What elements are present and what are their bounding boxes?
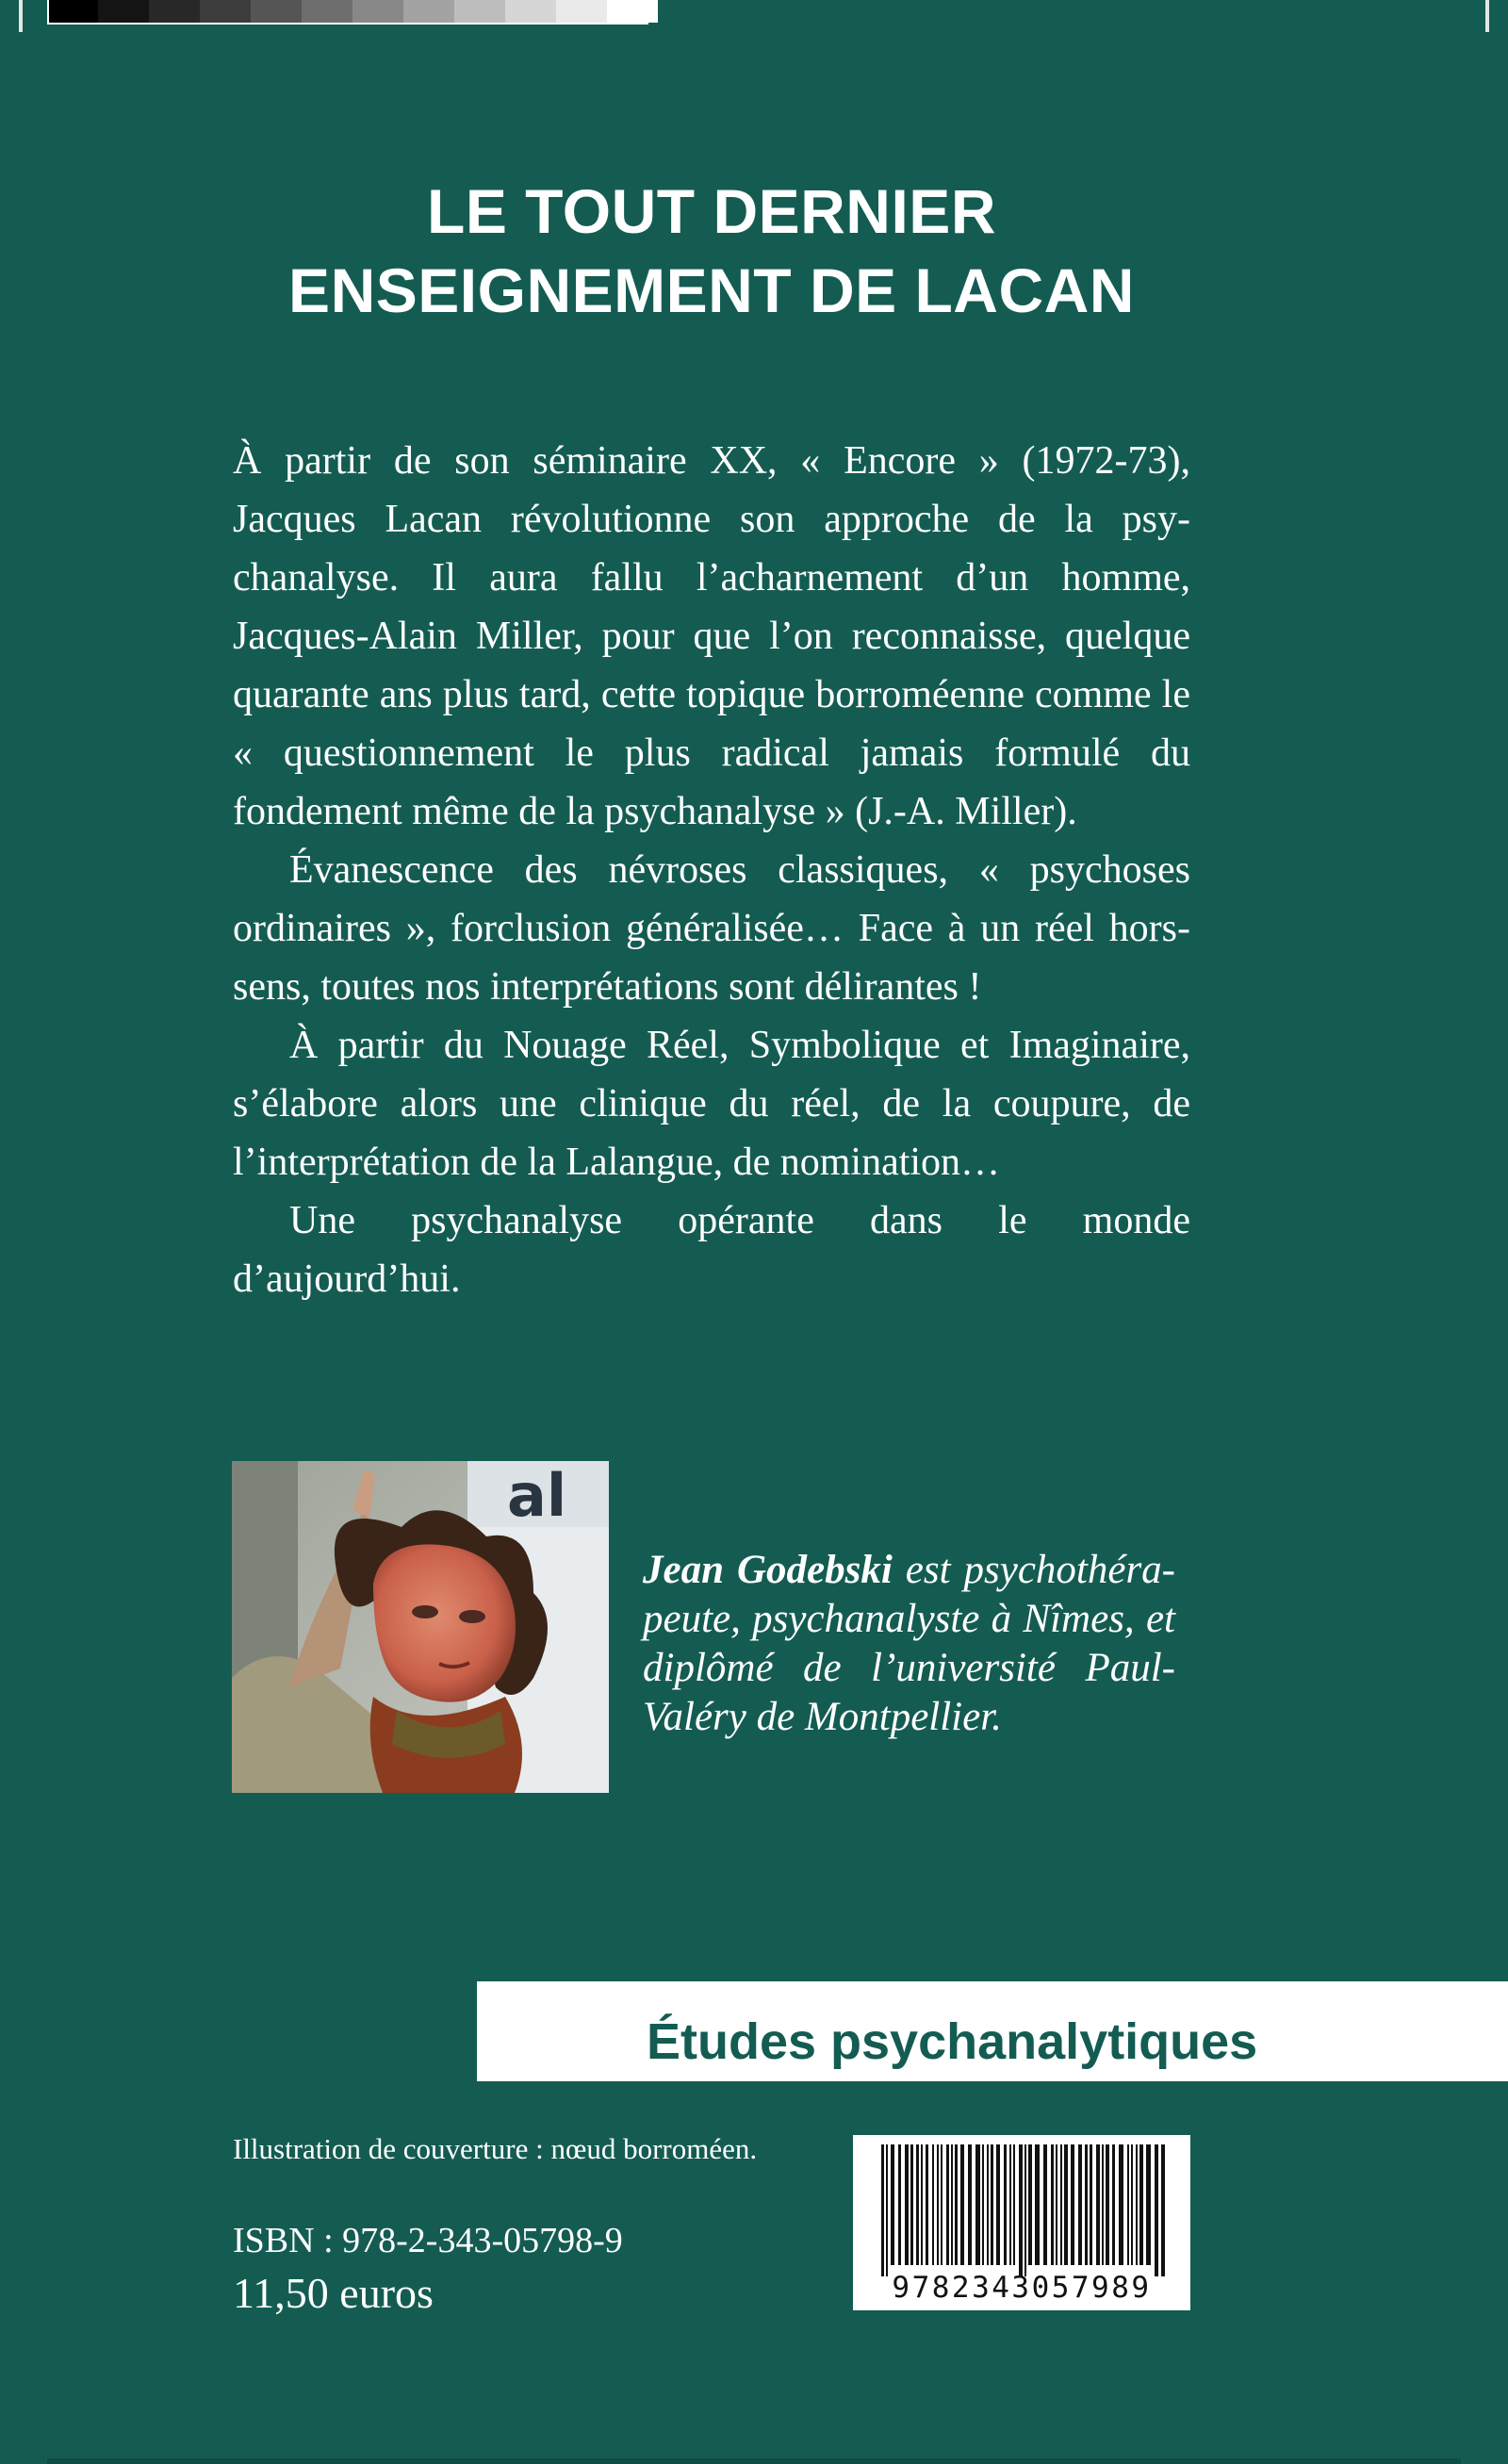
barcode-bar <box>1024 2144 1026 2276</box>
barcode-bars <box>853 2135 1190 2276</box>
blurb-paragraph-4: Une psychanalyse opérante dans le monde d’aujourd’hui. <box>233 1199 1190 1301</box>
barcode-bar <box>941 2144 942 2265</box>
crop-mark-right <box>1485 0 1489 32</box>
barcode <box>853 2135 1190 2310</box>
bottom-trim-line <box>47 2458 1461 2464</box>
barcode-bar <box>1004 2144 1007 2265</box>
barcode-bar <box>932 2144 934 2265</box>
author-name: Jean Godebski <box>643 1548 893 1592</box>
illustration-credit: Illustration de couverture : nœud borroméen. <box>233 2132 758 2165</box>
back-cover-blurb <box>233 432 1190 1308</box>
barcode-bar <box>1155 2144 1158 2276</box>
barcode-bar <box>1051 2144 1054 2265</box>
barcode-bar <box>991 2144 993 2265</box>
barcode-bar <box>1035 2144 1040 2265</box>
isbn: ISBN : 978-2-343-05798-9 <box>233 2221 623 2260</box>
barcode-bar <box>1112 2144 1115 2265</box>
author-bio <box>643 1546 1175 1742</box>
barcode-bar <box>937 2144 939 2265</box>
barcode-bar <box>905 2144 909 2265</box>
barcode-bar <box>1096 2144 1100 2265</box>
title-line-1: LE TOUT DERNIER <box>427 176 996 246</box>
barcode-bar <box>1136 2144 1138 2265</box>
barcode-bar <box>1146 2144 1151 2265</box>
price: 11,50 euros <box>233 2269 434 2317</box>
barcode-bar <box>987 2144 989 2265</box>
barcode-bar <box>1078 2144 1082 2265</box>
series-label: Études psychanalytiques <box>647 2013 1258 2070</box>
barcode-bar <box>1161 2144 1165 2276</box>
barcode-digits: 9782343057989 <box>892 2271 1152 2305</box>
barcode-bar <box>1071 2144 1074 2265</box>
photo-sign-text: al <box>507 1461 567 1530</box>
barcode-bar <box>1119 2144 1123 2265</box>
barcode-bar <box>1060 2144 1062 2265</box>
series-band <box>477 1981 1508 2081</box>
barcode-bar <box>968 2144 972 2265</box>
barcode-bar <box>951 2144 953 2265</box>
barcode-bar <box>946 2144 949 2265</box>
barcode-bar <box>1131 2144 1133 2265</box>
barcode-bar <box>955 2144 958 2265</box>
barcode-bar <box>996 2144 1000 2265</box>
barcode-bar <box>881 2144 884 2276</box>
barcode-bar <box>921 2144 923 2265</box>
barcode-bar <box>1009 2144 1011 2265</box>
barcode-bar <box>1043 2144 1047 2265</box>
barcode-bar <box>1056 2144 1057 2265</box>
blurb-paragraph-1: À partir de son séminaire XX, « Encore » (1972-73), Jacques Lacan révolutionne son approche de la psychanalyse. Il aura fallu l’acharnement d’un homme, Jacques-Alain Miller, pour que l’on reconnaisse, quelque quarante ans plus tard, cette topique borroméenne comme le « questionnement le plus radical jamais formulé du fondement même de la psychanalyse » (J.-A. Miller). <box>233 439 1190 833</box>
book-title <box>0 172 1423 330</box>
barcode-bar <box>1013 2144 1015 2265</box>
barcode-bar <box>1127 2144 1129 2265</box>
author-photo <box>232 1461 609 1793</box>
barcode-bar <box>891 2144 894 2265</box>
crop-mark-left <box>19 0 23 32</box>
barcode-bar <box>1102 2144 1104 2265</box>
barcode-bar <box>1085 2144 1088 2265</box>
barcode-bar <box>975 2144 980 2265</box>
barcode-bar <box>1028 2144 1032 2265</box>
author-bio-text: est psychothérapeute, psychanalyste à Nîmes, et diplômé de l’université Paul-Valéry de Montpellier. <box>643 1548 1175 1739</box>
barcode-bar <box>926 2144 928 2265</box>
title-line-2: ENSEIGNEMENT DE LACAN <box>288 255 1135 325</box>
barcode-bar <box>1064 2144 1068 2265</box>
barcode-bar <box>1019 2144 1023 2276</box>
barcode-bar <box>886 2144 888 2276</box>
barcode-bar <box>910 2144 913 2265</box>
calibration-border <box>47 0 648 25</box>
barcode-bar <box>1139 2144 1143 2265</box>
barcode-bar <box>982 2144 984 2265</box>
barcode-bar <box>898 2144 901 2265</box>
blurb-paragraph-2: Évanescence des névroses classiques, « psychoses ordinaires », forclusion généralisée… Face à un réel hors-sens, toutes nos interprétations sont délirantes ! <box>233 848 1190 1009</box>
blurb-paragraph-3: À partir du Nouage Réel, Symbolique et Imaginaire, s’élabore alors une clinique du réel, de la coupure, de l’interprétation de la Lalangue, de nomination… <box>233 1024 1190 1184</box>
barcode-bar <box>916 2144 919 2265</box>
barcode-bar <box>1090 2144 1092 2265</box>
barcode-bar <box>960 2144 964 2265</box>
barcode-bar <box>1106 2144 1109 2265</box>
